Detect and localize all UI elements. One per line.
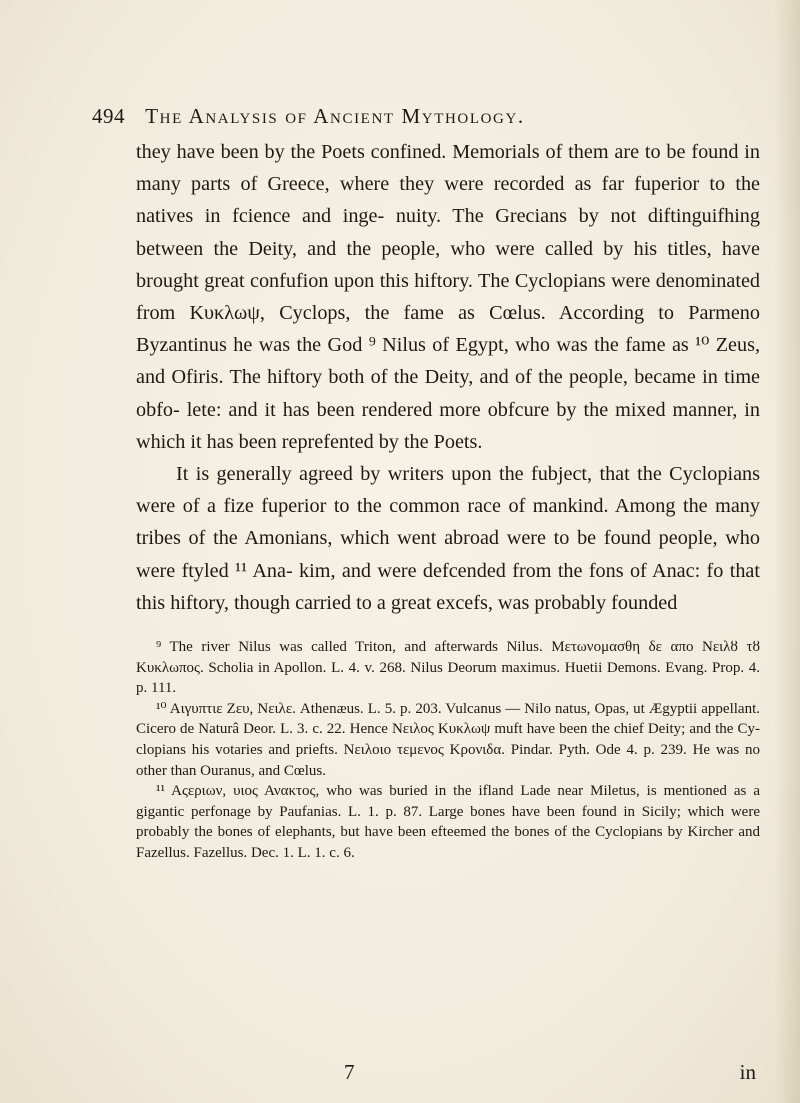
page-number: 494 — [92, 104, 125, 128]
running-title: The Analysis of Ancient Mythology. — [145, 104, 525, 128]
footnotes — [136, 637, 760, 864]
page-footer — [136, 1058, 760, 1086]
paragraph: they have been by the Poets confined. Memorials of them are to be found in many parts of Greece, where they were recorded as far fuperior to the natives in fcience and inge- nuity. The Grecians by not diftinguifhing between the Deity, and the people, who were called by his titles, have brought great confufion upon this hiftory. The Cyclopians were denominated from Κυκλωψ, Cyclops, the fame as Cœlus. According to Parmeno Byzantinus he was the God ⁹ Nilus of Egypt, who was the fame as ¹⁰ Zeus, and Ofiris. The hiftory both of the Deity, and of the people, became in time obfo- lete: and it has been rendered more obfcure by the mixed manner, in which it has been reprefented by the Poets. — [136, 141, 760, 453]
footnote-10: ¹⁰ Αιγυπτιε Ζευ, Νειλε. Athenæus. L. 5. p. 203. Vulcanus — Nilo natus, Opas, ut Ægyptii appellant. Cicero de Naturâ Deor. L. 3. c. 22. Hence Νειλος Κυκλωψ muft have been the chief Deity; and the Cy- clopians his votaries and priefts. Νειλοιο τεμενος Κρονιδα. Pindar. Pyth. Ode 4. p. 239. He was no other than Ouranus, and Cœlus. — [136, 700, 760, 779]
page-edge-shadow — [774, 0, 800, 1103]
catchword: in — [739, 1060, 756, 1084]
main-text — [136, 136, 760, 619]
running-head — [92, 101, 752, 131]
footnote-11: ¹¹ Αςεριων, υιος Ανακτος, who was buried in the ifland Lade near Miletus, is mentioned as a gigantic perfonage by Paufanias. L. 1. p. 87. Large bones have been found in Sicily; which were probably the bones of elephants, but have been efteemed the bones of the Cyclopians by Kircher and Fazellus. Fazellus. Dec. 1. L. 1. c. 6. — [136, 783, 760, 861]
footnote-9: ⁹ The river Nilus was called Triton, and afterwards Nilus. Μετωνομασθη δε απο Νειλȣ τȣ Κυκλωπος. Scholia in Apollon. L. 4. v. 268. Nilus Deorum maximus. Huetii Demons. Evang. Prop. 4. p. 111. — [136, 639, 760, 697]
signature-mark: 7 — [344, 1060, 355, 1084]
paragraph: It is generally agreed by writers upon the fubject, that the Cyclopians were of a fize fuperior to the common race of mankind. Among the many tribes of the Amonians, which went abroad were to be found people, who were ftyled ¹¹ Ana- kim, and were defcended from the fons of Anac: fo that this hiftory, though carried to a great excefs, was probably founded — [136, 463, 760, 614]
